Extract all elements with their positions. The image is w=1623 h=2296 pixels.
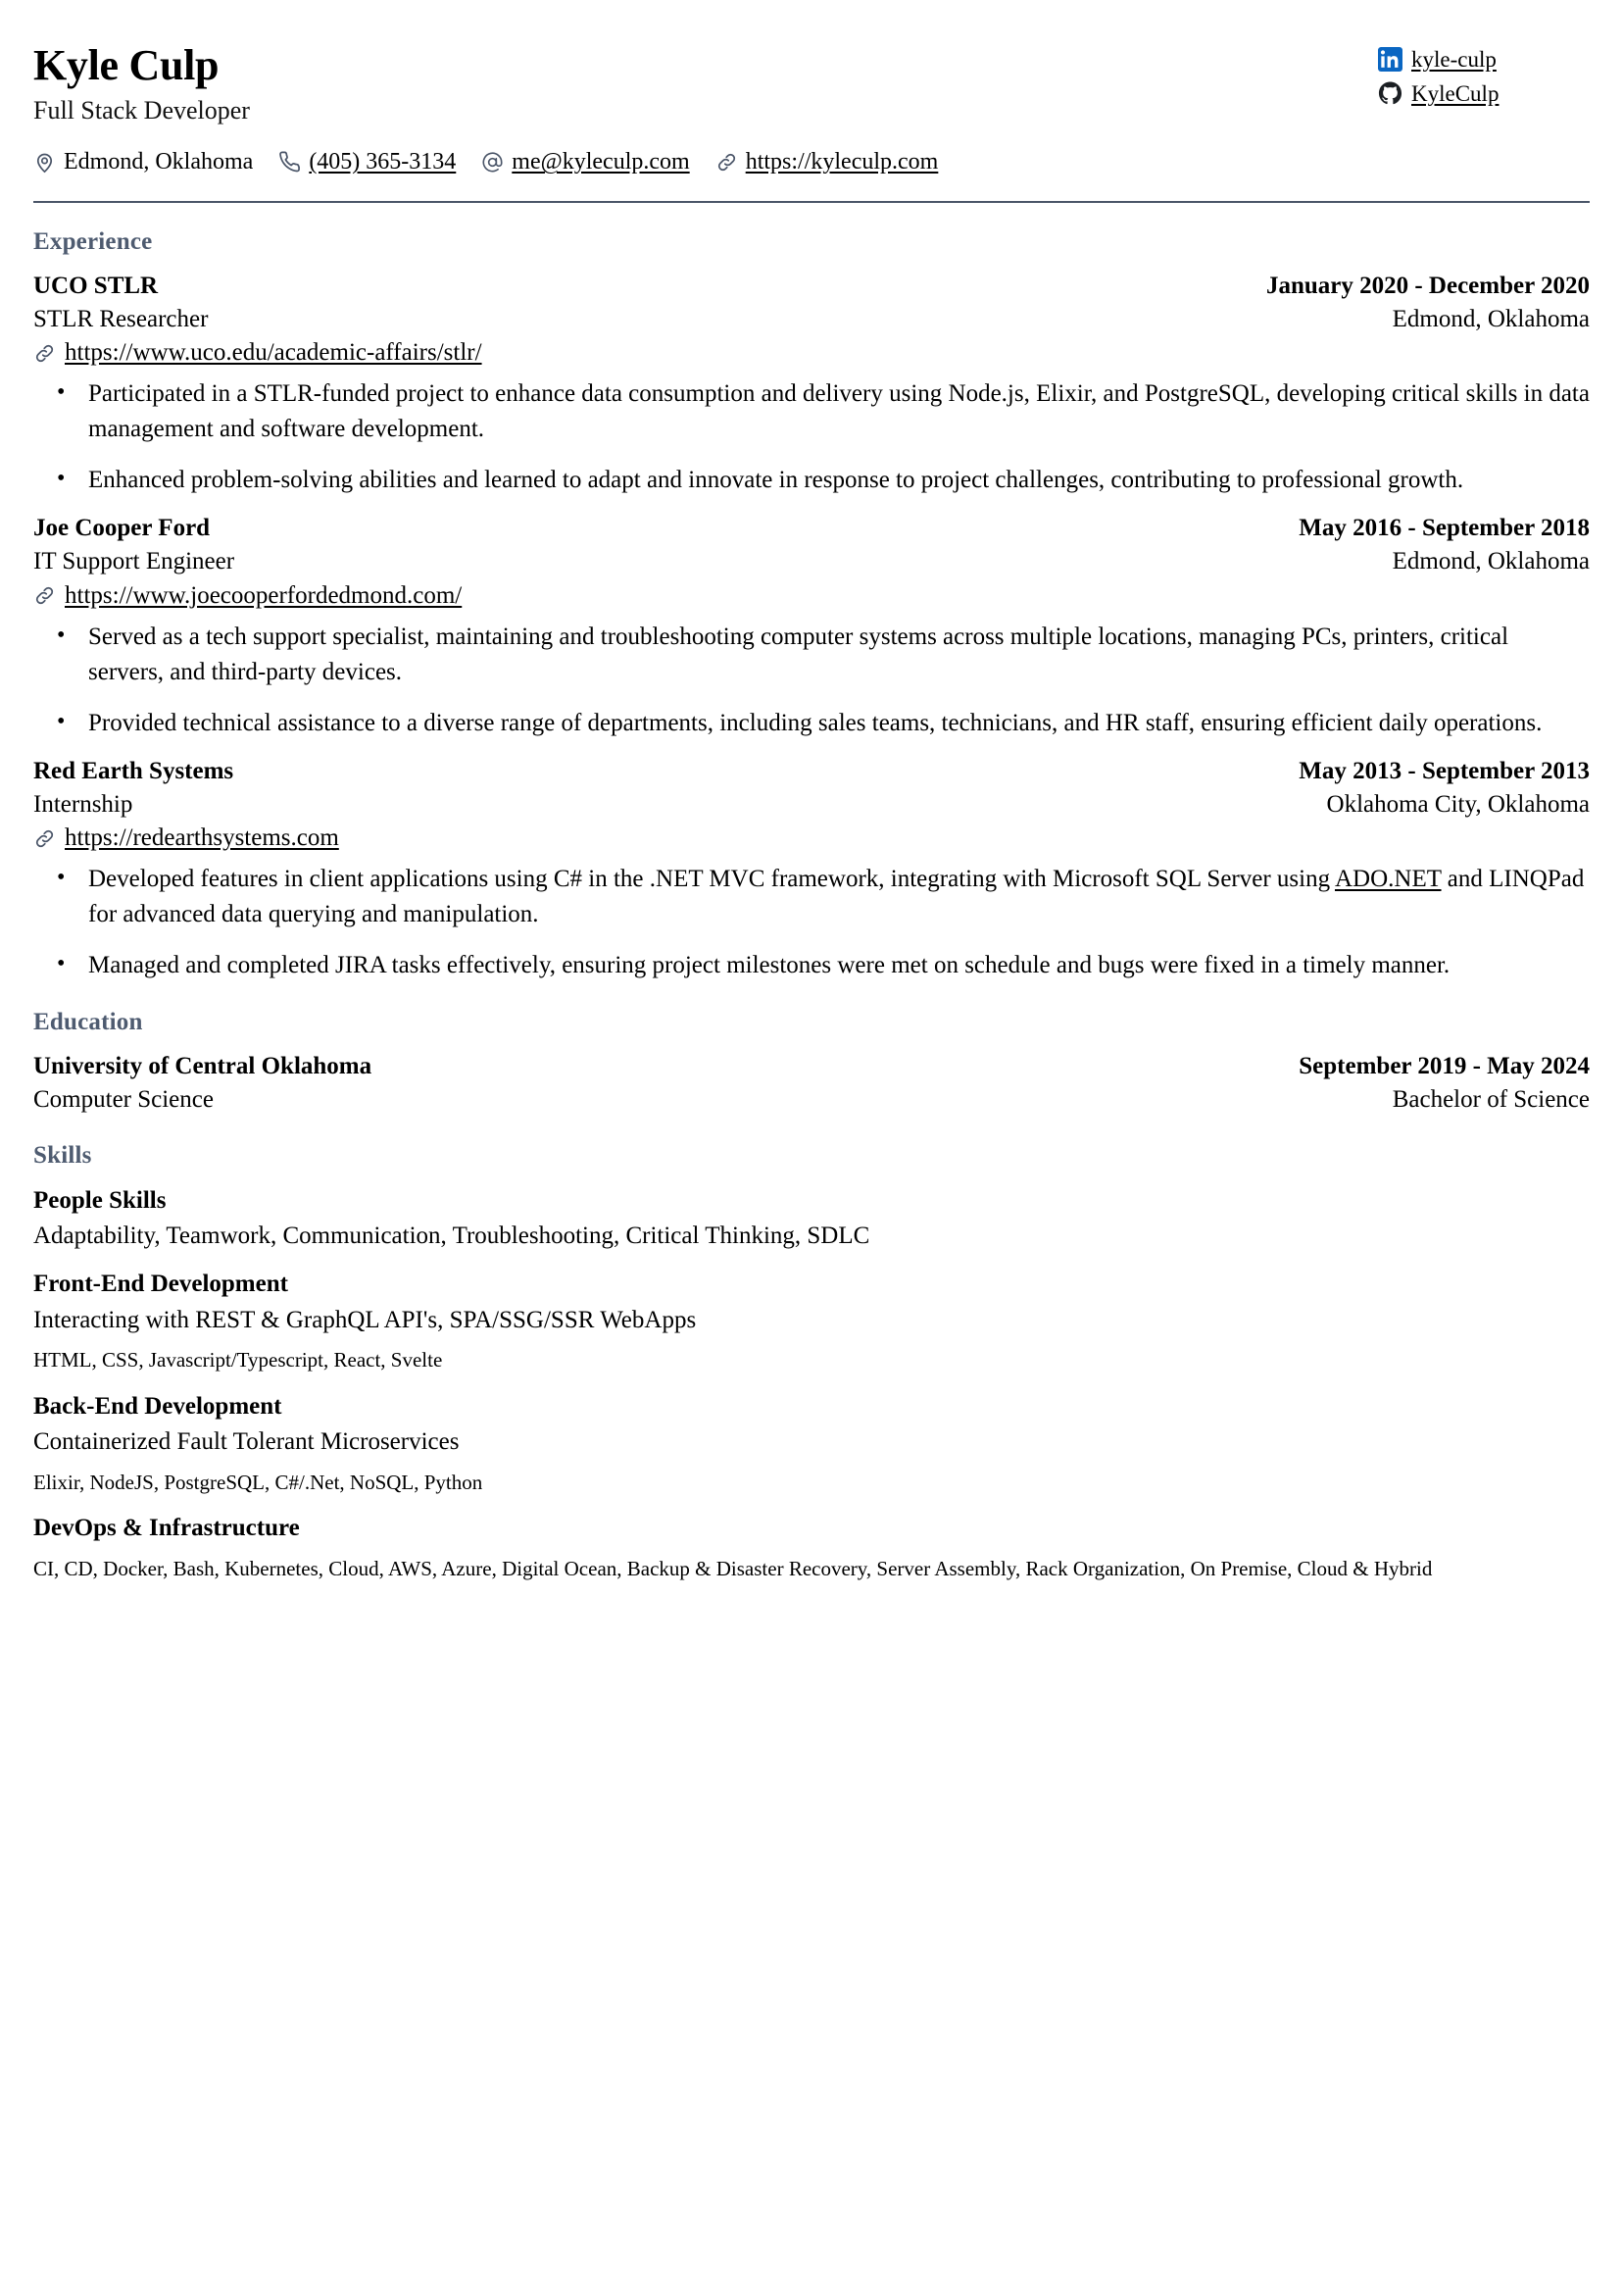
entry-role: Internship	[33, 790, 133, 818]
entry-degree: Bachelor of Science	[1392, 1086, 1590, 1114]
section-heading-education: Education	[33, 1009, 143, 1036]
entry-subheader-row	[33, 788, 1590, 822]
skill-group-name: Front-End Development	[33, 1271, 288, 1298]
contact-location	[33, 149, 253, 175]
list-item: • Provided technical assistance to a diverse range of departments, including sales teams, technicians, and HR staff, ensuring efficient daily operations.	[88, 706, 1590, 741]
experience-entry	[33, 755, 1590, 984]
contact-line	[29, 149, 1594, 175]
contact-location-text: Edmond, Oklahoma	[64, 149, 254, 175]
entry-subheader-row	[33, 1083, 1590, 1117]
contact-phone[interactable]	[278, 149, 456, 175]
social-link-label: kyle-culp	[1411, 47, 1497, 72]
experience-entry	[33, 270, 1590, 499]
page-title: Kyle Culp	[33, 41, 220, 89]
link-chain-icon	[33, 827, 56, 850]
entry-url[interactable]	[33, 824, 1590, 852]
list-item: • Served as a tech support specialist, maintaining and troubleshooting computer systems across multiple locations, managing PCs, printers, critical servers, and third-party devices.	[88, 620, 1590, 690]
skill-group-description: Adaptability, Teamwork, Communication, Troubleshooting, Critical Thinking, SDLC	[33, 1223, 870, 1250]
entry-url[interactable]	[33, 582, 1590, 610]
bullet-text-after: and LINQPad for advanced data querying and manipulation.	[88, 866, 1585, 928]
entry-bullets	[33, 620, 1590, 741]
entry-header-row	[33, 270, 1590, 303]
section-heading-skills: Skills	[33, 1141, 92, 1169]
entry-bullets	[33, 862, 1590, 983]
entry-url[interactable]	[33, 339, 1590, 367]
list-item	[88, 862, 1590, 932]
education-entry	[33, 1050, 1590, 1117]
entry-dates: September 2019 - May 2024	[1299, 1053, 1590, 1080]
header-divider	[33, 201, 1590, 203]
skill-group-description: Containerized Fault Tolerant Microservices	[33, 1428, 460, 1456]
section-experience	[29, 228, 1594, 984]
skill-group	[33, 1391, 1590, 1498]
contact-phone-text: (405) 365-3134	[309, 149, 457, 175]
skill-group-name: People Skills	[33, 1186, 167, 1214]
skill-group-name: DevOps & Infrastructure	[33, 1515, 300, 1542]
entry-url-text: https://www.uco.edu/academic-affairs/stlr/	[65, 339, 482, 367]
list-item: • Participated in a STLR-funded project to enhance data consumption and delivery using Node.js, Elixir, and PostgreSQL, developing critical skills in data management and software development.	[88, 376, 1590, 447]
entry-subheader-row	[33, 545, 1590, 578]
link-chain-icon	[33, 342, 56, 365]
entry-subheader-row	[33, 303, 1590, 336]
entry-location: Edmond, Oklahoma	[1392, 548, 1590, 575]
social-link-label: KyleCulp	[1411, 81, 1500, 106]
list-item: • Enhanced problem-solving abilities and learned to adapt and innovate in response to project challenges, contributing to professional growth.	[88, 463, 1590, 498]
entry-header-row	[33, 755, 1590, 788]
entry-header-row	[33, 1050, 1590, 1083]
resume-header	[29, 39, 1594, 125]
location-pin-icon	[33, 151, 56, 174]
experience-entry	[33, 512, 1590, 741]
entry-dates: May 2013 - September 2013	[1299, 757, 1590, 784]
bullet-text-before: Developed features in client applications using C# in the .NET MVC framework, integrating with Microsoft SQL Server using	[88, 866, 1335, 893]
skill-group-technologies: CI, CD, Docker, Bash, Kubernetes, Cloud, AWS, Azure, Digital Ocean, Backup & Disaster Recovery, Server Assembly, Rack Organization, On Premise, Cloud & Hybrid	[33, 1556, 1433, 1580]
social-links	[1378, 39, 1594, 106]
skill-group	[33, 1513, 1590, 1583]
link-chain-icon	[33, 584, 56, 607]
entry-organization: UCO STLR	[33, 272, 159, 299]
contact-website-text: https://kyleculp.com	[745, 149, 939, 175]
contact-website[interactable]	[715, 149, 939, 175]
section-education	[29, 1009, 1594, 1117]
entry-header-row	[33, 512, 1590, 545]
skill-group	[33, 1269, 1590, 1375]
skill-group-description: Interacting with REST & GraphQL API's, SPA/SSG/SSR WebApps	[33, 1306, 697, 1333]
bullet-inline-link[interactable]: ADO.NET	[1334, 866, 1442, 893]
skill-group-name: Back-End Development	[33, 1392, 282, 1420]
github-icon	[1378, 81, 1402, 106]
social-link-linkedin[interactable]	[1378, 47, 1497, 72]
section-skills	[29, 1142, 1594, 1584]
entry-location: Edmond, Oklahoma	[1392, 305, 1590, 332]
entry-role: STLR Researcher	[33, 305, 209, 332]
entry-organization: Red Earth Systems	[33, 757, 234, 784]
header-identity	[33, 39, 250, 125]
link-chain-icon	[715, 151, 738, 174]
linkedin-icon	[1378, 47, 1402, 72]
list-item: • Managed and completed JIRA tasks effectively, ensuring project milestones were met on schedule and bugs were fixed in a timely manner.	[88, 948, 1590, 983]
contact-email-text: me@kyleculp.com	[512, 149, 690, 175]
social-link-github[interactable]	[1378, 81, 1499, 106]
entry-dates: May 2016 - September 2018	[1299, 515, 1590, 542]
skill-group-technologies: HTML, CSS, Javascript/Typescript, React, Svelte	[33, 1348, 443, 1373]
phone-icon	[278, 151, 301, 174]
email-at-icon	[481, 151, 504, 174]
entry-major: Computer Science	[33, 1086, 214, 1114]
job-title: Full Stack Developer	[33, 96, 250, 125]
entry-bullets	[33, 376, 1590, 498]
entry-location: Oklahoma City, Oklahoma	[1326, 790, 1590, 818]
entry-url-text: https://www.joecooperfordedmond.com/	[65, 581, 463, 609]
entry-institution: University of Central Oklahoma	[33, 1053, 372, 1080]
skill-group-technologies: Elixir, NodeJS, PostgreSQL, C#/.Net, NoSQL, Python	[33, 1471, 483, 1495]
skill-group	[33, 1185, 1590, 1253]
entry-url-text: https://redearthsystems.com	[65, 824, 339, 852]
contact-email[interactable]	[481, 149, 689, 175]
entry-dates: January 2020 - December 2020	[1265, 272, 1590, 299]
section-heading-experience: Experience	[33, 227, 153, 255]
entry-organization: Joe Cooper Ford	[33, 515, 211, 542]
entry-role: IT Support Engineer	[33, 548, 235, 575]
